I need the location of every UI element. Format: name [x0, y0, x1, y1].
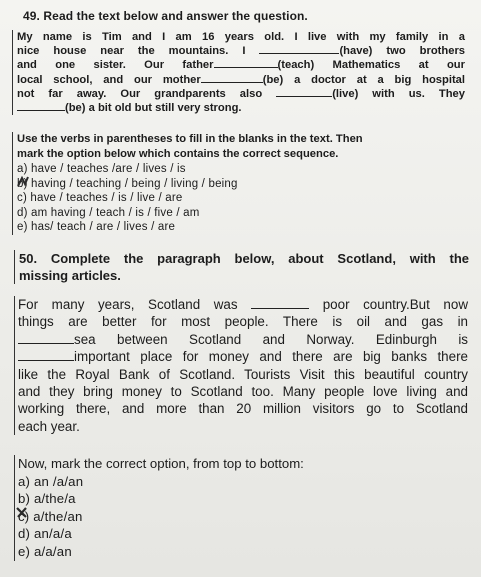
text-line: My name is Tim and I am 16 years old. I live with my family in a	[17, 31, 465, 43]
blank-5[interactable]	[17, 109, 65, 111]
text-line: (be) a bit old but still very strong.	[17, 101, 465, 115]
blank-1[interactable]	[259, 52, 339, 54]
text-line: not far away. Our grandparents also (live) with us. They	[17, 87, 465, 100]
question-49-title: 49. Read the text below and answer the question.	[23, 9, 308, 23]
blank-2[interactable]	[214, 66, 278, 68]
mark-instruction: Now, mark the correct option, from top to bottom:	[18, 456, 304, 471]
text-line: nice house near the mountains. I (have) two brothers	[17, 45, 466, 58]
pen-mark-icon	[16, 175, 30, 189]
text-line: like the Royal Bank of Scotland. Tourists Visit this beautiful country	[18, 366, 468, 382]
option-b[interactable]: b) having / teaching / being / living / being	[17, 177, 238, 190]
question-50-paragraph	[14, 296, 468, 435]
option-d[interactable]: d) an/a/a	[18, 526, 72, 542]
blank-article-2[interactable]	[18, 342, 74, 344]
question-50-answer-section	[14, 455, 468, 561]
pen-mark-icon	[15, 505, 29, 519]
text-line: and one sister. Our father (teach) Mathematics at our	[17, 59, 465, 72]
question-50-title: 50. Complete the paragraph below, about Scotland, with the missing articles.	[14, 250, 469, 284]
text-line: For many years, Scotland was poor country.But now	[18, 297, 468, 312]
text-line: working there, and more than 20 million visitors go to Scotland	[18, 401, 468, 417]
question-49-text	[12, 30, 465, 115]
option-a[interactable]: a) an /a/an	[18, 473, 84, 489]
option-e[interactable]: e) has/ teach / are / lives / are	[17, 221, 176, 233]
text-line: things are better for most people. There is oil and gas in	[18, 314, 468, 330]
blank-4[interactable]	[276, 95, 332, 97]
option-c[interactable]: c) a/the/an	[18, 508, 83, 524]
option-d[interactable]: d) am having / teach / is / five / am	[17, 206, 200, 219]
text-line: important place for money and there are big banks there	[18, 348, 468, 365]
option-b[interactable]: b) a/the/a	[18, 491, 76, 507]
blank-3[interactable]	[201, 81, 263, 83]
text-line: sea between Scotland and Norway. Edinburgh is	[18, 331, 468, 348]
blank-article-1[interactable]	[251, 307, 309, 309]
text-line: and they bring money to Scotland too. Many people love living and	[18, 384, 468, 400]
text-line: local school, and our mother (be) a doctor at a big hospital	[17, 73, 466, 86]
option-e[interactable]: e) a/a/an	[18, 543, 72, 559]
text-line: each year.	[18, 418, 80, 434]
option-c[interactable]: c) have / teaches / is / live / are	[17, 192, 183, 204]
blank-article-3[interactable]	[18, 359, 74, 361]
question-49-instructions: Use the verbs in parentheses to fill in the blanks in the text. Then mark the option below which contains the correct sequence. a) have / teaches /are / lives / is b) having / teaching / being / living / being c) have / teaches / is / live / are d) am having / teach / is / five / am e) has/ teach / are / lives / are	[12, 132, 465, 235]
option-a[interactable]: a) have / teaches /are / lives / is	[17, 163, 186, 175]
